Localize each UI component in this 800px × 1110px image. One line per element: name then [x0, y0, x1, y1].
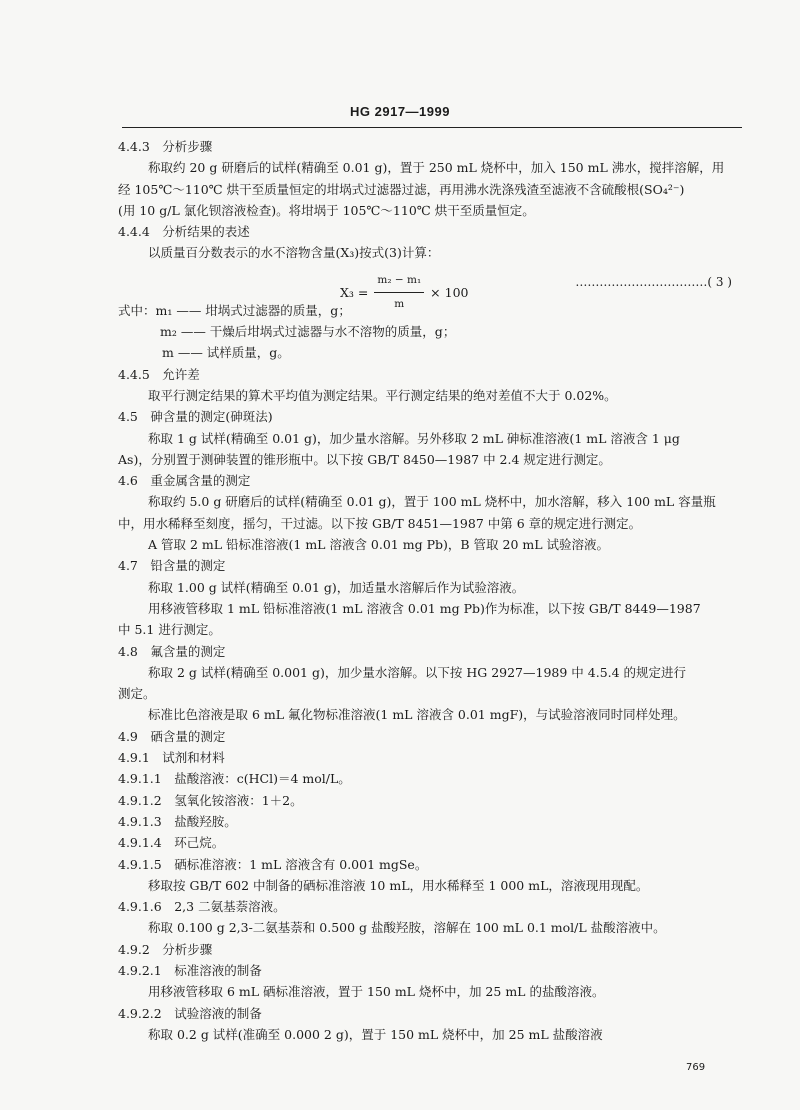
formula-numerator: m₂ − m₁ [374, 270, 424, 293]
section-heading-4-7: 4.7 铅含量的测定 [118, 558, 226, 574]
page-number: 769 [686, 1062, 706, 1073]
header-rule [122, 127, 742, 128]
item-4-9-2-2: 4.9.2.2 试验溶液的制备 [118, 1005, 262, 1021]
paragraph-line: 中，用水稀释至刻度，摇匀，干过滤。以下按 GB/T 8451—1987 中第 6 章的规定进行测定。 [118, 515, 642, 531]
variable-definition: 式中：m₁ —— 坩埚式过滤器的质量，g； [118, 302, 351, 318]
paragraph-line: 称取约 20 g 研磨后的试样(精确至 0.01 g)，置于 250 mL 烧杯中，加入 150 mL 沸水，搅拌溶解，用 [148, 160, 725, 176]
paragraph-line: 称取 0.100 g 2,3-二氨基萘和 0.500 g 盐酸羟胺，溶解在 100 mL 0.1 mol/L 盐酸溶液中。 [148, 920, 666, 936]
item-4-9-1-4: 4.9.1.4 环己烷。 [118, 835, 225, 851]
section-heading-4-4-5: 4.4.5 允许差 [118, 366, 200, 382]
section-heading-4-9-2: 4.9.2 分析步骤 [118, 941, 213, 957]
section-heading-4-4-4: 4.4.4 分析结果的表述 [118, 224, 250, 240]
paragraph-line: 称取 0.2 g 试样(准确至 0.000 2 g)，置于 150 mL 烧杯中，加 25 mL 盐酸溶液 [148, 1026, 603, 1042]
item-4-9-1-6: 4.9.1.6 2,3 二氨基萘溶液。 [118, 899, 286, 915]
equation-number: ……………………………( 3 ) [575, 274, 732, 289]
section-heading-4-4-3: 4.4.3 分析步骤 [118, 139, 213, 154]
document-body [118, 136, 746, 1045]
section-heading-4-9-1: 4.9.1 试剂和材料 [118, 750, 225, 766]
section-heading-4-5: 4.5 砷含量的测定(砷斑法) [118, 409, 273, 425]
paragraph-line: 称取约 5.0 g 研磨后的试样(精确至 0.01 g)，置于 100 mL 烧杯中，加水溶解，移入 100 mL 容量瓶 [148, 494, 716, 510]
paragraph-line: A 管取 2 mL 铅标准溶液(1 mL 溶液含 0.01 mg Pb)，B 管取 20 mL 试验溶液。 [148, 537, 609, 553]
page-header-standard-code: HG 2917—1999 [350, 104, 450, 119]
item-4-9-1-5: 4.9.1.5 硒标准溶液：1 mL 溶液含有 0.001 mgSe。 [118, 856, 428, 872]
paragraph-line: 用移液管移取 6 mL 硒标准溶液，置于 150 mL 烧杯中，加 25 mL 的盐酸溶液。 [148, 984, 605, 1000]
section-heading-4-8: 4.8 氟含量的测定 [118, 643, 226, 659]
paragraph-line: 用移液管移取 1 mL 铅标准溶液(1 mL 溶液含 0.01 mg Pb)作为标准，以下按 GB/T 8449—1987 [148, 600, 701, 616]
item-4-9-1-2: 4.9.1.2 氢氧化铵溶液：1＋2。 [118, 792, 303, 808]
section-heading-4-9: 4.9 硒含量的测定 [118, 728, 226, 744]
formula-rhs: × 100 [430, 284, 469, 300]
formula-fraction [374, 270, 424, 316]
formula-3 [340, 270, 468, 316]
paragraph-line: 以质量百分数表示的水不溶物含量(X₃)按式(3)计算： [148, 245, 440, 261]
section-heading-4-6: 4.6 重金属含量的测定 [118, 473, 251, 489]
paragraph-line: 称取 1 g 试样(精确至 0.01 g)，加少量水溶解。另外移取 2 mL 砷标准溶液(1 mL 溶液含 1 μg [148, 430, 680, 446]
item-4-9-2-1: 4.9.2.1 标准溶液的制备 [118, 962, 262, 978]
paragraph-line: 测定。 [118, 686, 156, 702]
paragraph-line: 中 5.1 进行测定。 [118, 622, 221, 638]
paragraph-line: 取平行测定结果的算术平均值为测定结果。平行测定结果的绝对差值不大于 0.02%。 [148, 387, 617, 403]
formula-denominator: m [394, 298, 405, 311]
paragraph-line: 标准比色溶液是取 6 mL 氟化物标准溶液(1 mL 溶液含 0.01 mgF)，与试验溶液同时同样处理。 [148, 707, 686, 723]
paragraph-line: 称取 2 g 试样(精确至 0.001 g)，加少量水溶解。以下按 HG 2927—1989 中 4.5.4 的规定进行 [148, 664, 687, 680]
paragraph-line: (用 10 g/L 氯化钡溶液检查)。将坩埚于 105℃～110℃ 烘干至质量恒定。 [118, 202, 535, 218]
paragraph-line: 称取 1.00 g 试样(精确至 0.01 g)，加适量水溶解后作为试验溶液。 [148, 579, 525, 595]
paragraph-line: As)，分别置于测砷装置的锥形瓶中。以下按 GB/T 8450—1987 中 2.4 规定进行测定。 [118, 451, 611, 467]
formula-lhs: X₃ = [340, 284, 369, 300]
paragraph-line: 移取按 GB/T 602 中制备的硒标准溶液 10 mL，用水稀释至 1 000 mL，溶液现用现配。 [148, 877, 649, 893]
paragraph-line: 经 105℃～110℃ 烘干至质量恒定的坩埚式过滤器过滤，再用沸水洗涤残渣至滤液不含硫酸根(SO₄²⁻) [118, 181, 685, 197]
variable-definition: m₂ —— 干燥后坩埚式过滤器与水不溶物的质量，g； [160, 324, 456, 340]
item-4-9-1-1: 4.9.1.1 盐酸溶液：c(HCl)＝4 mol/L。 [118, 771, 351, 787]
variable-definition: m —— 试样质量，g。 [162, 345, 290, 361]
item-4-9-1-3: 4.9.1.3 盐酸羟胺。 [118, 813, 237, 829]
